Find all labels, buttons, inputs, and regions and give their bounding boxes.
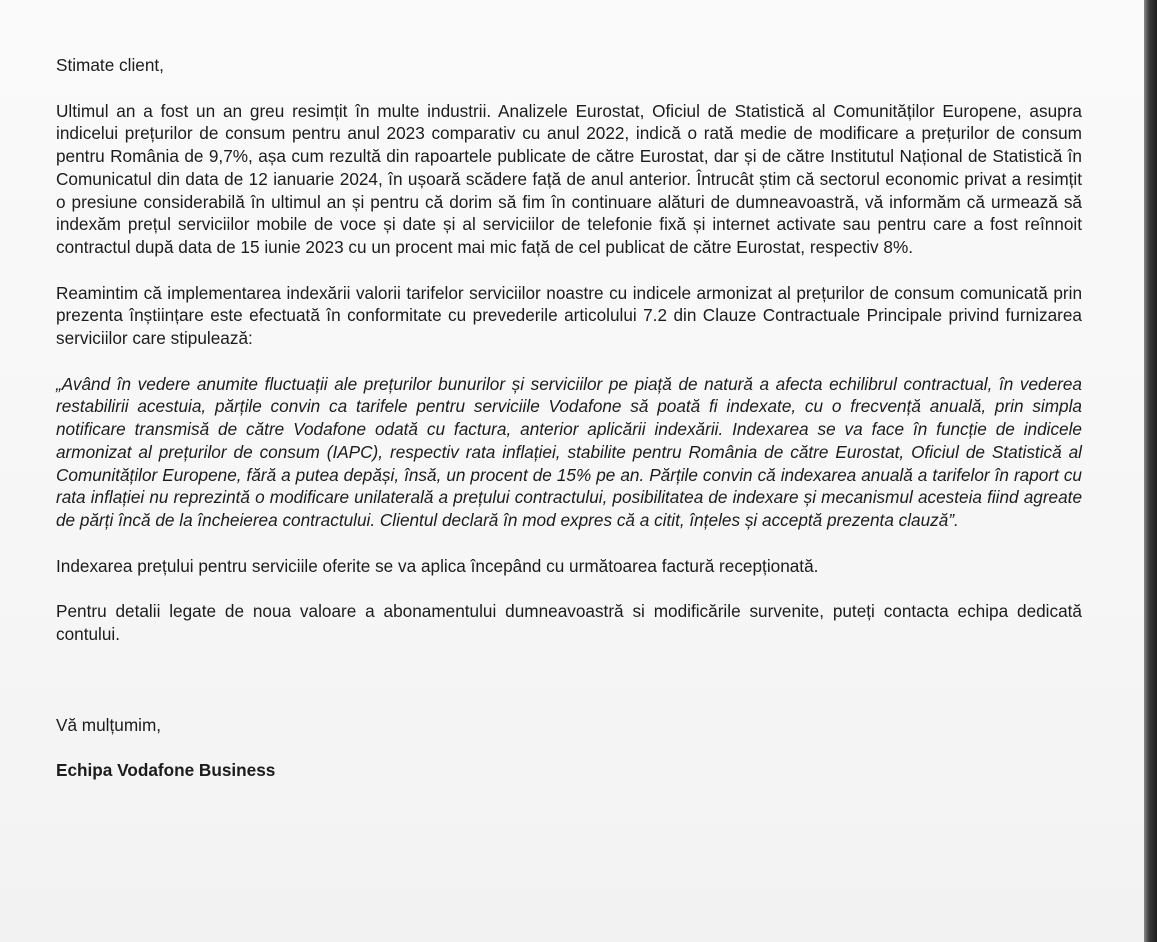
spacer [56,669,1082,714]
page-edge-shadow [1144,0,1157,942]
paragraph-contact-info: Pentru detalii legate de noua valoare a abonamentului dumneavoastră si modificările survenite, puteți contacta echipa dedicată contului. [56,601,1082,645]
quoted-contract-clause: „Având în vedere anumite fluctuații ale prețurilor bunurilor și serviciilor pe piață de natură a afecta echilibrul contractual, în vederea restabilirii acestuia, părțile convin ca tarifele pentru serviciile Vodafone să poată fi indexate, cu o frecvență anuală, prin simpla notificare transmisă de către Vodafone odată cu factura, anterior aplicării indexării. Indexarea se va face în funcție de indicele armonizat al prețurilor de consum (IAPC), respectiv rata inflației, stabilite pentru România de către Eurostat, Oficiul de Statistică al Comunităților Europene, fără a putea depăși, însă, un procent de 15% pe an. Părțile convin că indexarea anuală a tarifelor în raport cu rata inflației nu reprezintă o modificare unilaterală a prețului contractului, posibilitatea de indexare și mecanismul acesteia fiind agreate de părți încă de la încheierea contractului. Clientul declară în mod expres că a citit, înțeles și acceptă prezenta clauză”. [56,373,1082,530]
paragraph-effective-date: Indexarea prețului pentru serviciile oferite se va aplica începând cu următoarea factură recepționată. [56,555,819,576]
letter-closing: Vă mulțumim, [56,714,162,735]
letter-signature: Echipa Vodafone Business [56,760,276,781]
letter-greeting: Stimate client, [56,55,164,75]
paragraph-contract-reference: Reamintim că implementarea indexării valorii tarifelor serviciilor noastre cu indicele armonizat al prețurilor de consum comunicată prin prezenta înștiințare este efectuată în conformitate cu prevederile articolului 7.2 din Clauze Contractuale Principale privind furnizarea serviciilor care stipulează: [56,282,1082,349]
paragraph-price-indexation-intro: Ultimul an a fost un an greu resimțit în multe industrii. Analizele Eurostat, Oficiul de Statistică al Comunităților Europene, asupra indicelui prețurilor de consum pentru anul 2023 comparativ cu anul 2022, indică o rată medie de modificare a prețurilor de consum pentru România de 9,7%, așa cum rezultă din rapoartele publicate de către Eurostat, dar și de către Institutul Național de Statistică în Comunicatul din data de 12 ianuarie 2024, în ușoară scădere față de anul anterior. Întrucât știm că sectorul economic privat a resimțit o presiune considerabilă în ultimul an și pentru că dorim să fim în continuare alături de dumneavoastră, vă informăm că urmează să indexăm prețul serviciilor mobile de voce și date și al serviciilor de telefonie fixă și internet activate sau pentru care a fost reînnoit contractul după data de 15 iunie 2023 cu un procent mai mic față de cel publicat de către Eurostat, respectiv 8%. [56,100,1082,257]
